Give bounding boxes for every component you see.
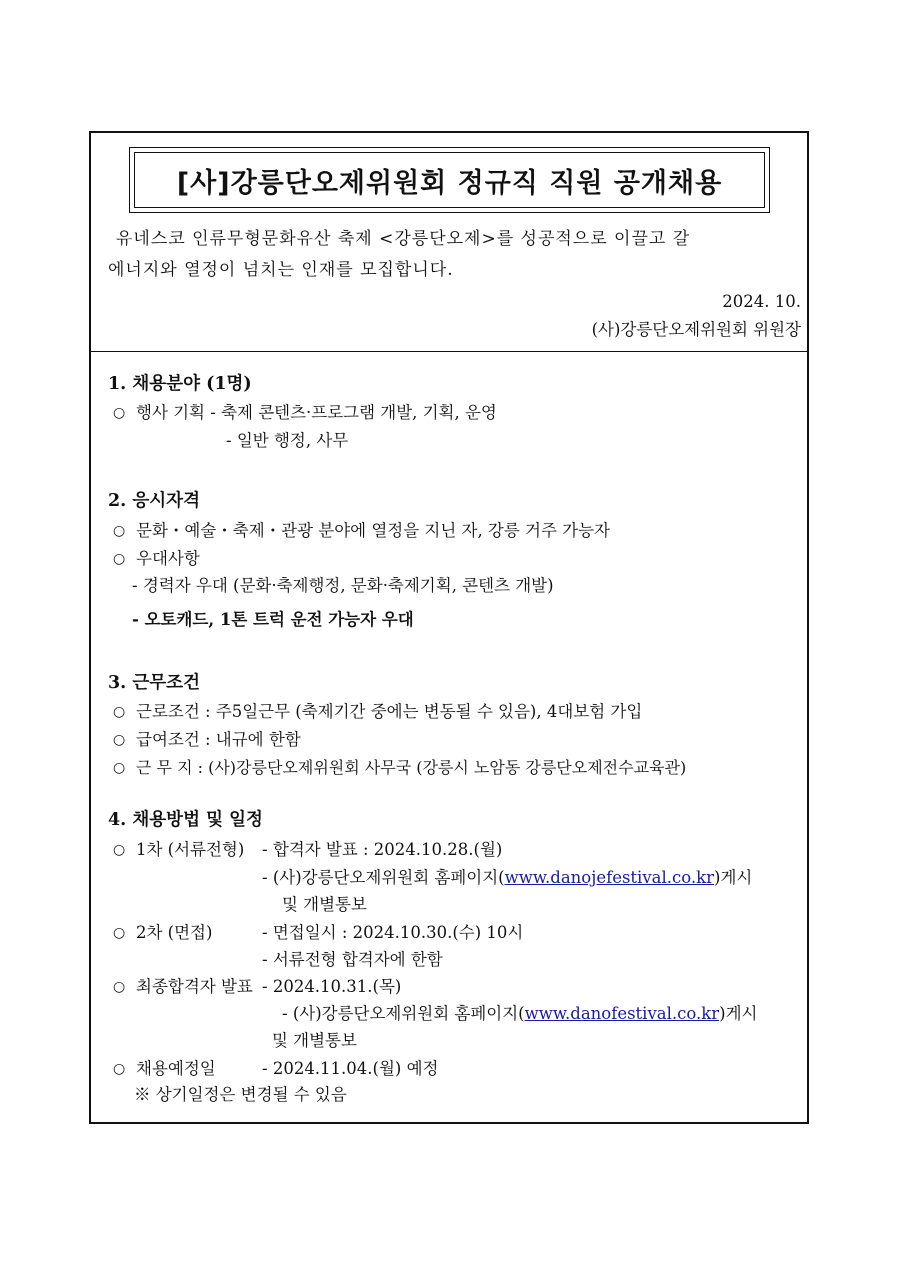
section-2-heading: 2. 응시자격: [108, 491, 200, 511]
s2-item-1: 문화・예술・축제・관광 분야에 열정을 지닌 자, 강릉 거주 가능자: [136, 521, 610, 540]
s4-round-1-sub: [262, 868, 752, 888]
s4-start-label: 채용예정일: [136, 1059, 216, 1078]
announcement-date: 2024. 10.: [722, 292, 801, 311]
s4-round-1-sub-pre: - (사)강릉단오제위원회 홈페이지(: [262, 868, 505, 887]
s4-round-1-text: - 합격자 발표 : 2024.10.28.(월): [262, 840, 503, 859]
section-3-heading: 3. 근무조건: [108, 673, 200, 693]
s3-item-3: 근 무 지 : (사)강릉단오제위원회 사무국 (강릉시 노암동 강릉단오제전수교육관): [136, 758, 687, 777]
s4-start-text: - 2024.11.04.(월) 예정: [262, 1059, 439, 1078]
title-inner-border: [134, 152, 765, 208]
s1-item-1: 행사 기획 - 축제 콘텐츠·프로그램 개발, 기획, 운영: [136, 403, 497, 422]
bullet-icon: ○: [113, 842, 126, 858]
s3-item-2: 급여조건 : 내규에 한함: [136, 730, 301, 749]
s2-item-2: 우대사항: [136, 549, 200, 568]
bullet-icon: ○: [113, 523, 126, 539]
bullet-icon: ○: [113, 704, 126, 720]
section-4-heading: 4. 채용방법 및 일정: [108, 810, 263, 830]
s2-sub-2: - 오토캐드, 1톤 트럭 운전 가능자 우대: [132, 610, 414, 629]
title-box: [129, 147, 770, 213]
s4-round-2-text: - 면접일시 : 2024.10.30.(수) 10시: [262, 923, 524, 942]
homepage-link-2[interactable]: www.danofestival.co.kr: [524, 1004, 720, 1023]
s4-round-1-label: 1차 (서류전형): [136, 840, 245, 859]
s3-item-1: 근로조건 : 주5일근무 (축제기간 중에는 변동될 수 있음), 4대보험 가입: [136, 702, 643, 721]
s4-final-sub-post: )게시: [719, 1004, 758, 1023]
bullet-icon: ○: [113, 1061, 126, 1077]
bullet-icon: ○: [113, 732, 126, 748]
s4-round-2-sub: - 서류전형 합격자에 한함: [262, 950, 443, 969]
s4-round-1-sub-2: 및 개별통보: [282, 895, 367, 914]
homepage-link-1[interactable]: www.danojefestival.co.kr: [504, 868, 715, 887]
bullet-icon: ○: [113, 925, 126, 941]
bullet-icon: ○: [113, 405, 126, 421]
page-title: [사]강릉단오제위원회 정규직 직원 공개채용: [176, 167, 723, 199]
s4-final-text: - 2024.10.31.(목): [262, 977, 402, 996]
bullet-icon: ○: [113, 551, 126, 567]
intro-line-1: 유네스코 인류무형문화유산 축제 <강릉단오제>를 성공적으로 이끌고 갈: [116, 229, 691, 249]
s4-final-label: 최종합격자 발표: [136, 977, 253, 996]
s4-final-sub: [282, 1004, 757, 1024]
issuer: (사)강릉단오제위원회 위원장: [591, 320, 801, 339]
s1-item-1-cont: - 일반 행정, 사무: [226, 431, 349, 450]
s4-round-2-label: 2차 (면접): [136, 923, 213, 942]
intro-line-2: 에너지와 열정이 넘치는 인재를 모집합니다.: [108, 260, 454, 280]
section-divider: [89, 351, 809, 352]
s4-note: ※ 상기일정은 변경될 수 있음: [134, 1085, 347, 1104]
s4-final-sub-pre: - (사)강릉단오제위원회 홈페이지(: [282, 1004, 525, 1023]
s4-round-1-sub-post: )게시: [714, 868, 753, 887]
bullet-icon: ○: [113, 760, 126, 776]
s4-final-sub-2: 및 개별통보: [272, 1031, 357, 1050]
section-1-heading: 1. 채용분야 (1명): [108, 374, 252, 394]
bullet-icon: ○: [113, 979, 126, 995]
s2-sub-1: - 경력자 우대 (문화·축제행정, 문화·축제기획, 콘텐츠 개발): [132, 576, 554, 595]
